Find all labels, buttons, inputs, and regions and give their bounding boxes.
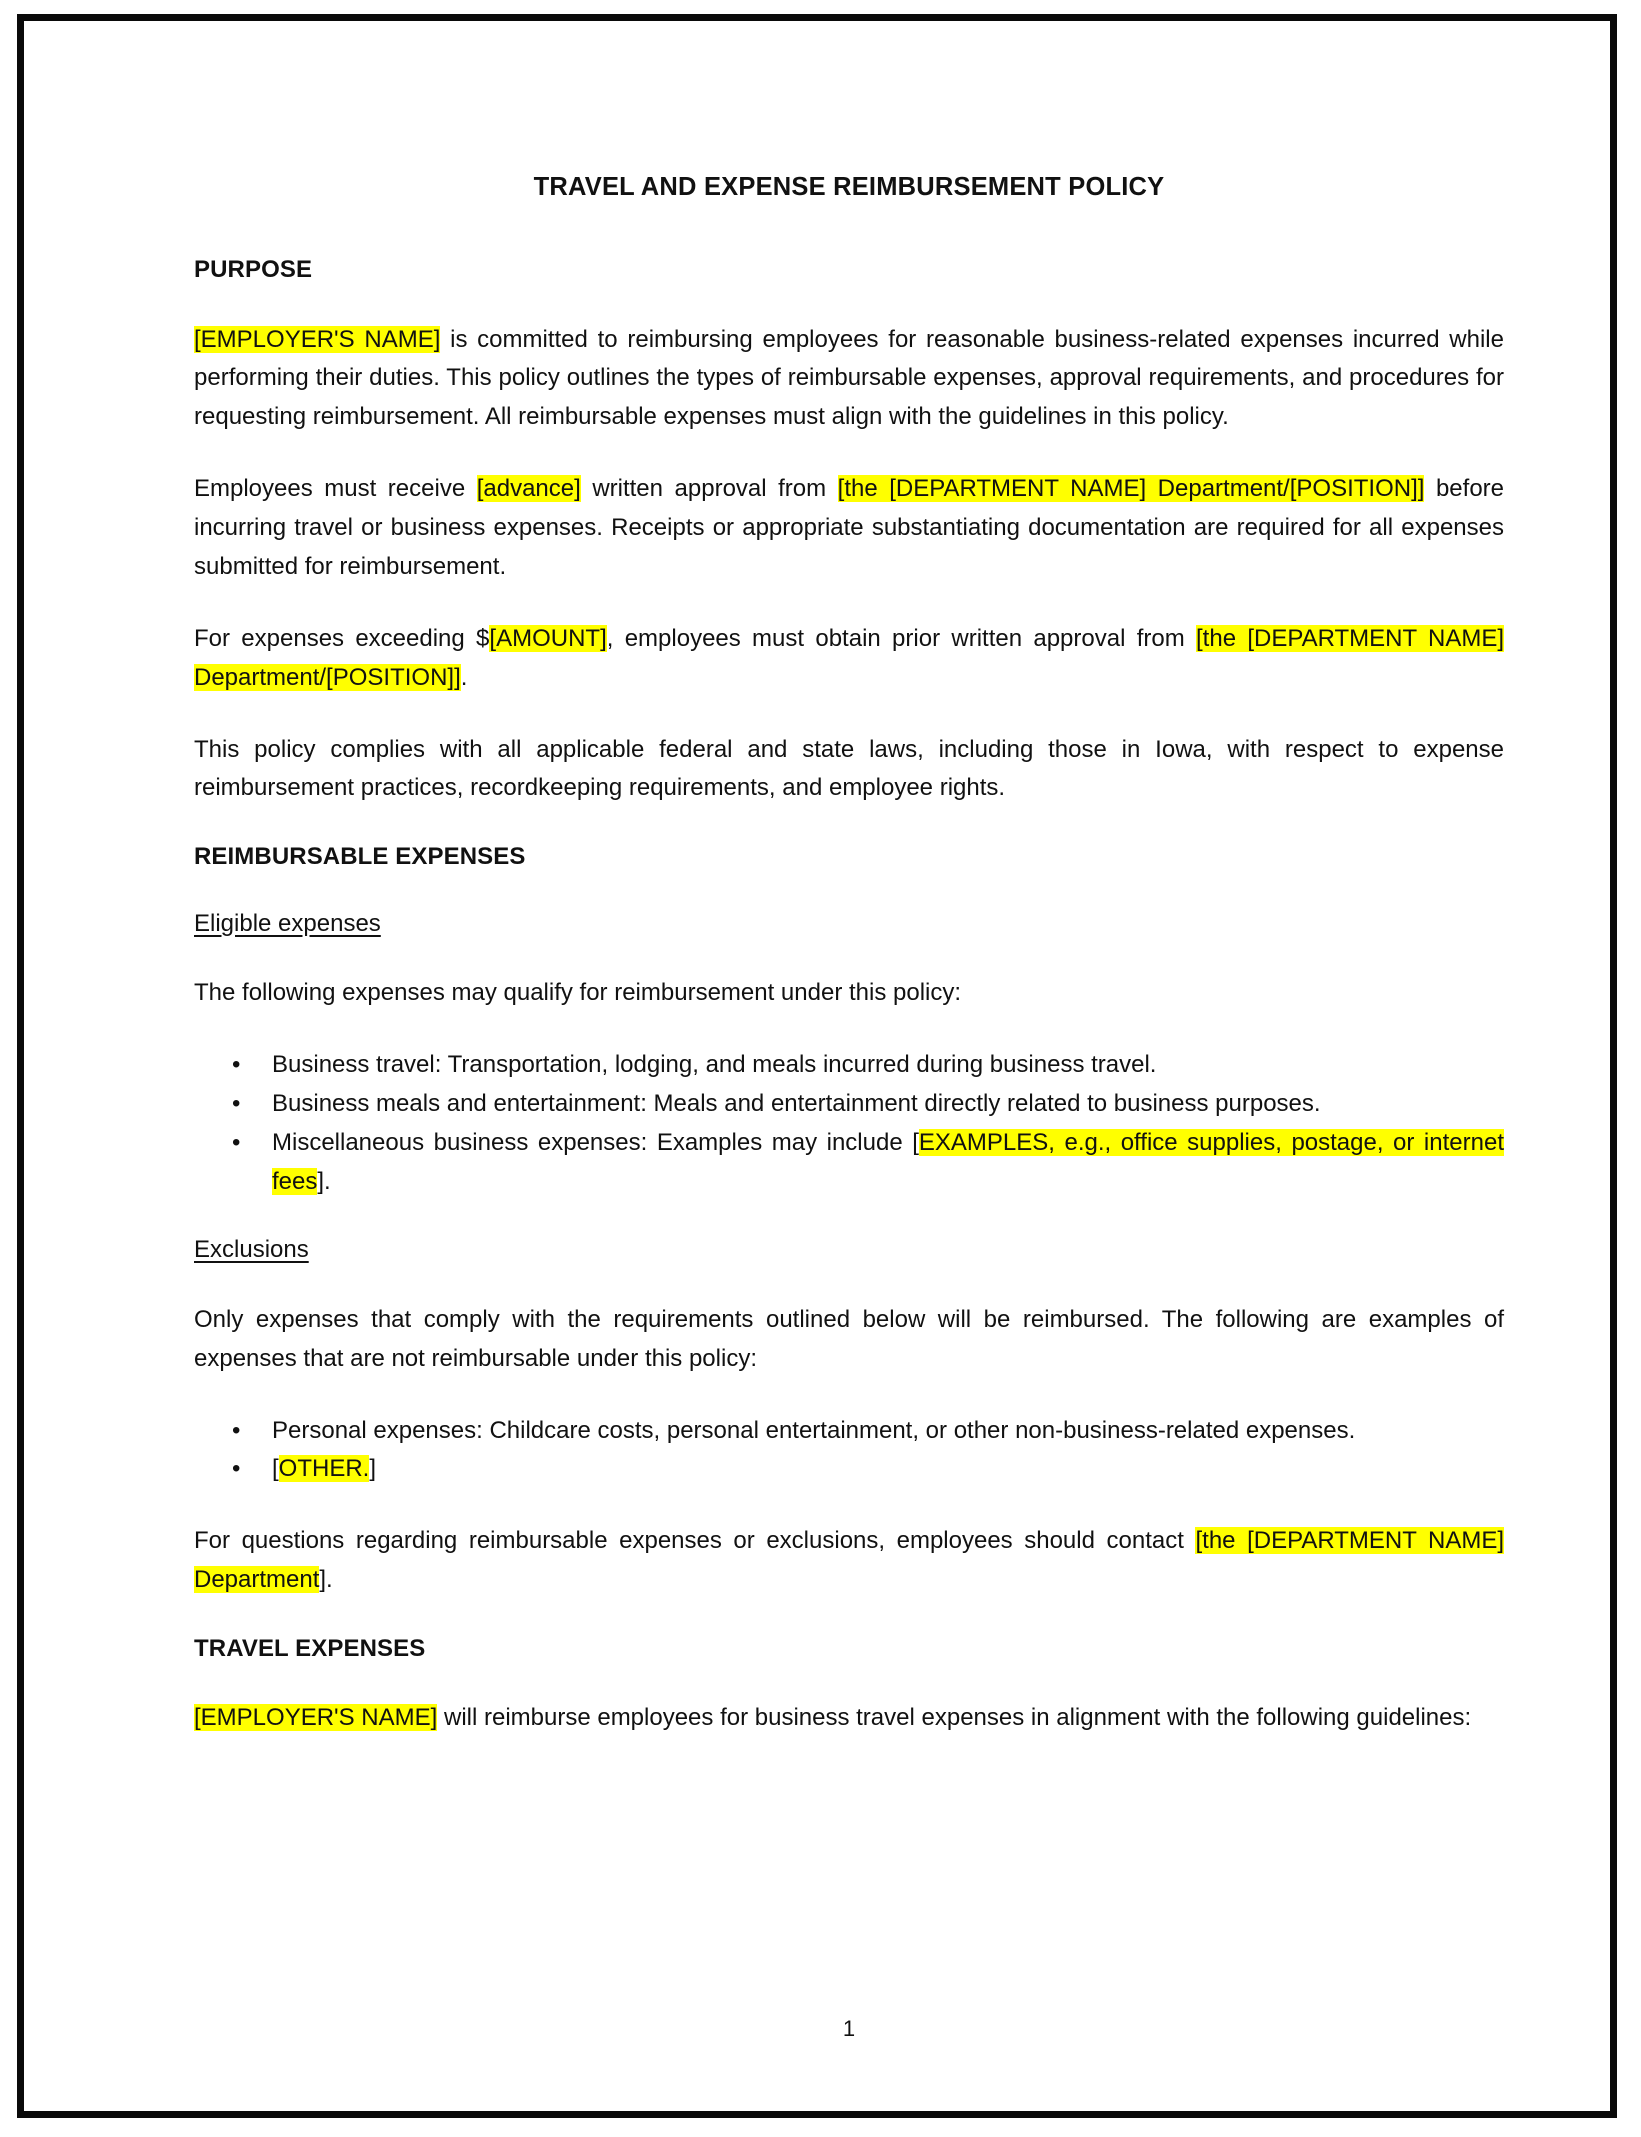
page-title: TRAVEL AND EXPENSE REIMBURSEMENT POLICY bbox=[533, 173, 1165, 201]
bullet-icon: • bbox=[232, 1050, 241, 1078]
purpose-p3-part-e: . bbox=[460, 663, 468, 691]
list-item bbox=[194, 1085, 1504, 1124]
list-item-tail: ] bbox=[369, 1455, 377, 1483]
list-item bbox=[194, 1450, 1504, 1489]
list-item-text bbox=[272, 1124, 1504, 1202]
eligible-expenses-intro: The following expenses may qualify for reimbursement under this policy: bbox=[194, 979, 962, 1007]
heading-purpose: PURPOSE bbox=[194, 256, 313, 284]
exclusions-intro: Only expenses that comply with the requirements outlined below will be reimbursed. The following are examples of expenses that are not reimbursable under this policy: bbox=[194, 1305, 1504, 1372]
exclusions-list bbox=[194, 1412, 1504, 1490]
purpose-p3-part-c: , employees must obtain prior written approval from bbox=[606, 624, 1197, 652]
placeholder-other: OTHER. bbox=[278, 1455, 370, 1483]
travel-expenses-paragraph-1 bbox=[194, 1699, 1504, 1738]
eligible-expenses-list bbox=[194, 1046, 1504, 1202]
list-item-tail: ]. bbox=[317, 1167, 331, 1195]
purpose-paragraph-3 bbox=[194, 620, 1504, 698]
list-item-text bbox=[272, 1412, 1504, 1451]
subheading-eligible-expenses: Eligible expenses bbox=[194, 909, 381, 937]
purpose-p3-part-a: For expenses exceeding $ bbox=[194, 624, 490, 652]
purpose-paragraph-1-text: is committed to reimbursing employees for reasonable business-related expenses incurred while performing their duties. This policy outlines the types of reimbursable expenses, approval requirements, and procedures for requesting reimbursement. All reimbursable expenses must align with the guidelines in this policy. bbox=[194, 325, 1504, 431]
purpose-p2-part-a: Employees must receive bbox=[194, 475, 477, 503]
contact-part-a: For questions regarding reimbursable expenses or exclusions, employees should contact bbox=[194, 1527, 1196, 1555]
list-item-main: Miscellaneous business expenses: Examples may include [ bbox=[272, 1128, 919, 1156]
list-item-main: Business meals and entertainment: Meals and entertainment directly related to business purposes. bbox=[272, 1089, 1321, 1117]
contact-part-c: ]. bbox=[319, 1566, 333, 1594]
purpose-paragraph-2 bbox=[194, 470, 1504, 587]
list-item-main: Business travel: Transportation, lodging, and meals incurred during business travel. bbox=[272, 1050, 1157, 1078]
purpose-p2-part-c: written approval from bbox=[580, 475, 838, 503]
bullet-icon: • bbox=[232, 1089, 241, 1117]
placeholder-department-name-contact: [the [DEPARTMENT NAME] Department bbox=[194, 1527, 1505, 1594]
bullet-icon: • bbox=[232, 1416, 241, 1444]
list-item bbox=[194, 1046, 1504, 1085]
list-item bbox=[194, 1124, 1504, 1202]
document-body bbox=[194, 171, 1505, 2041]
subheading-exclusions: Exclusions bbox=[194, 1236, 309, 1264]
placeholder-examples: EXAMPLES, e.g., office supplies, postage, or internet fees bbox=[272, 1128, 1504, 1195]
placeholder-employers-name: [EMPLOYER'S NAME] bbox=[194, 325, 441, 353]
placeholder-department-position: [the [DEPARTMENT NAME] Department/[POSITION]] bbox=[837, 475, 1425, 503]
list-item-text bbox=[272, 1046, 1504, 1085]
page-number: 1 bbox=[842, 2016, 856, 2041]
list-item-text bbox=[272, 1085, 1504, 1124]
list-item-text bbox=[272, 1450, 1504, 1489]
placeholder-advance: [advance] bbox=[476, 475, 581, 503]
placeholder-amount: [AMOUNT] bbox=[489, 624, 607, 652]
page-border-frame bbox=[17, 14, 1617, 2118]
bullet-icon: • bbox=[232, 1455, 241, 1483]
placeholder-department-position-2: [the [DEPARTMENT NAME] Department/[POSITION]] bbox=[194, 624, 1505, 691]
purpose-paragraph-1 bbox=[194, 321, 1504, 438]
list-item bbox=[194, 1412, 1504, 1451]
list-item-main: Personal expenses: Childcare costs, personal entertainment, or other non-business-related expenses. bbox=[272, 1416, 1356, 1444]
placeholder-employers-name-2: [EMPLOYER'S NAME] bbox=[194, 1704, 438, 1732]
bullet-icon: • bbox=[232, 1128, 241, 1156]
purpose-p2-part-e: before incurring travel or business expenses. Receipts or appropriate substantiating documentation are required for all expenses submitted for reimbursement. bbox=[194, 475, 1505, 580]
list-item-main: [ bbox=[272, 1455, 279, 1483]
heading-reimbursable-expenses: REIMBURSABLE EXPENSES bbox=[194, 843, 526, 871]
heading-travel-expenses: TRAVEL EXPENSES bbox=[194, 1635, 426, 1663]
travel-p1-text: will reimburse employees for business travel expenses in alignment with the following guidelines: bbox=[437, 1704, 1472, 1732]
exclusions-contact-paragraph bbox=[194, 1522, 1504, 1600]
purpose-paragraph-4: This policy complies with all applicable federal and state laws, including those in Iowa, with respect to expense reimbursement practices, recordkeeping requirements, and employee rights. bbox=[194, 735, 1504, 802]
